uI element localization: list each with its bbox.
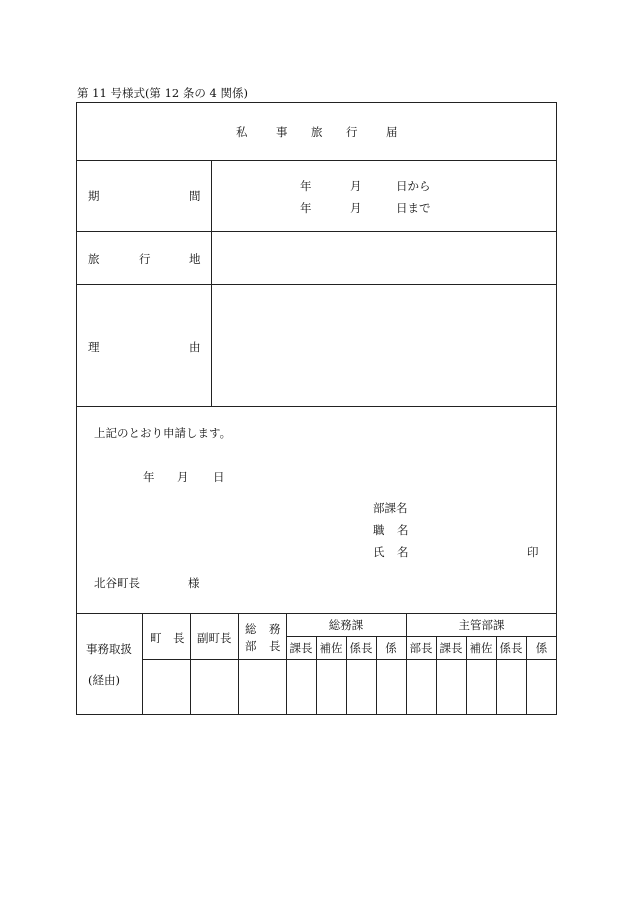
- title-char: 事: [276, 125, 288, 139]
- title-char: 行: [346, 125, 358, 139]
- seal-mark: 印: [527, 545, 539, 559]
- ga-sub-header: 補佐: [319, 641, 343, 655]
- mayor-header-char: 長: [173, 631, 185, 645]
- rs-sub-header: 係: [535, 641, 548, 655]
- ga-section-header: 総務課: [328, 618, 364, 632]
- destination-field[interactable]: [212, 232, 556, 283]
- period-year-to: 年: [300, 201, 312, 215]
- destination-label-char: 旅: [88, 252, 100, 266]
- ga-sub-header: 係: [385, 641, 397, 655]
- name-label-char: 名: [397, 545, 409, 559]
- form-title: [236, 124, 248, 140]
- period-label-left: 期: [88, 189, 100, 203]
- stamp-cell-ga-director[interactable]: [239, 660, 286, 714]
- divider: [76, 406, 557, 407]
- stamp-cell-mayor[interactable]: [143, 660, 190, 714]
- destination-label-char: 行: [139, 252, 151, 266]
- stamp-cell-deputy-mayor[interactable]: [191, 660, 238, 714]
- divider: [76, 613, 557, 614]
- period-year-from: 年: [300, 179, 312, 193]
- ga-director-header-char: 長: [269, 639, 281, 653]
- rs-section-header: 主管部課: [458, 618, 505, 632]
- rs-sub-header: 係長: [499, 641, 523, 655]
- period-label-right: 間: [189, 189, 201, 203]
- rs-sub-header: 課長: [439, 641, 463, 655]
- rs-sub-header: 補佐: [469, 641, 493, 655]
- form-number: 第 11 号様式(第 12 条の 4 関係): [77, 86, 248, 100]
- title-char: 旅: [311, 125, 323, 139]
- application-year: 年: [143, 470, 155, 484]
- name-label-char: 氏: [373, 545, 385, 559]
- reason-label-right: 由: [189, 340, 201, 354]
- ga-director-header-char: 部: [245, 639, 257, 653]
- title-char: 届: [386, 125, 398, 139]
- title-char: 私: [236, 125, 248, 139]
- reason-field[interactable]: [212, 285, 556, 405]
- destination-label-char: 地: [189, 252, 201, 266]
- routing-label-sub: (経由): [88, 673, 120, 687]
- period-day-to: 日まで: [396, 201, 431, 215]
- addressee: 北谷町長: [94, 576, 140, 590]
- ga-director-header-char: 総: [245, 622, 257, 636]
- period-month-to: 月: [350, 201, 362, 215]
- period-month-from: 月: [350, 179, 362, 193]
- ga-sub-header: 課長: [289, 641, 313, 655]
- rs-sub-header: 部長: [409, 641, 433, 655]
- department-label: 部課名: [373, 501, 408, 515]
- application-day: 日: [213, 470, 225, 484]
- deputy-mayor-header: 副町長: [197, 631, 232, 645]
- period-field[interactable]: [212, 161, 556, 230]
- routing-divider: [286, 636, 557, 637]
- period-day-from: 日から: [396, 179, 431, 193]
- routing-label: 事務取扱: [86, 642, 132, 656]
- application-statement: 上記のとおり申請します。: [94, 426, 232, 440]
- mayor-header-char: 町: [150, 631, 162, 645]
- honorific: 様: [188, 576, 200, 590]
- position-label-char: 職: [373, 523, 385, 537]
- ga-sub-header: 係長: [349, 641, 373, 655]
- ga-director-header-char: 務: [269, 622, 281, 636]
- reason-label-left: 理: [88, 340, 100, 354]
- application-month: 月: [177, 470, 189, 484]
- position-label-char: 名: [397, 523, 409, 537]
